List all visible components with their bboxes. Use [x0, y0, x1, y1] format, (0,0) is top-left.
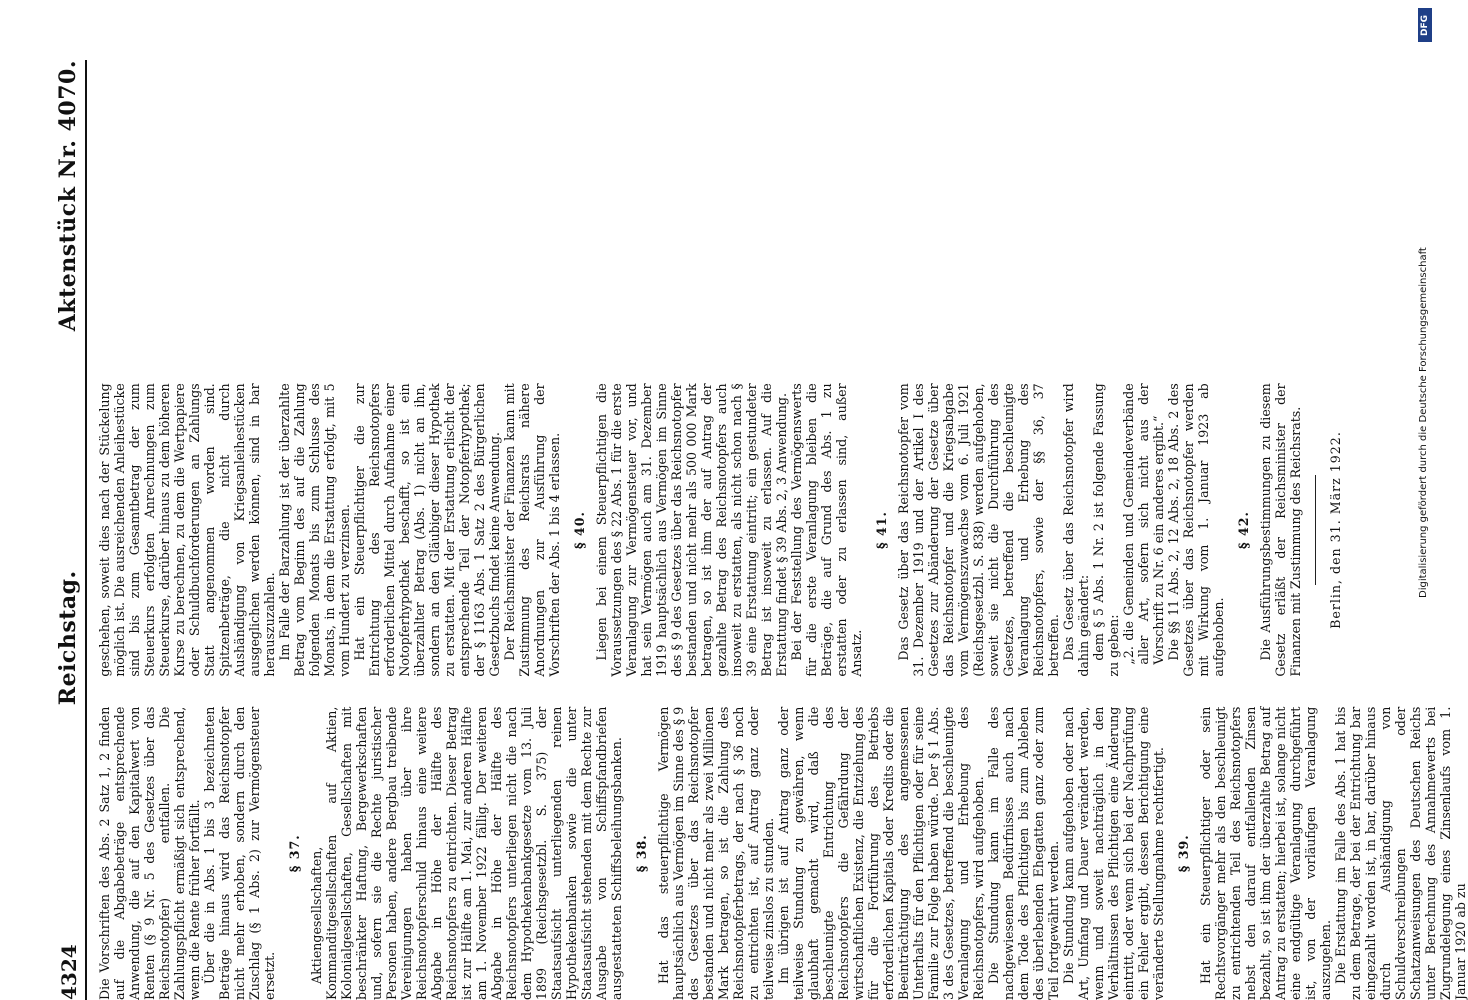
paragraph: Liegen bei einem Steuerpflichtigen die Voraussetzungen des § 22 Abs. 1 für die erste Veranlagung zur Vermögensteuer vor, und hat sein Vermögen auch am 31. Dezember 1919 hauptsächlich aus Vermögen im Sinne des § 9 des Gesetzes über das Reichsnotopfer bestanden und nicht mehr als 500 000 Mark betragen, so ist ihm der auf Antrag der gezahlte Betrag des Reichsnotopfers auch insoweit zu erstatten, als nicht schon nach § 39 eine Erstattung eintritt; ein gestundeter Betrag ist insoweit zu erlassen. Auf die Erstattung findet § 39 Abs. 2, 3 Anwendung. [594, 383, 789, 677]
digitization-notice [1418, 8, 1434, 608]
header-rule [85, 60, 87, 1000]
paragraph: Die §§ 11 Abs. 2, 12 Abs. 2, 18 Abs. 2 des Gesetzes über das Reichsnotopfer werden mit Wirkung vom 1. Januar 1923 ab aufgehoben. [1166, 383, 1226, 677]
paragraph: Hat ein Steuerpflichtiger oder sein Rechtsvorgänger mehr als den beschleunigt zu entrichtenden Teil des Reichsnotopfers nebst den darauf entfallenden Zinsen bezahlt, so ist ihm der überzahlte Betrag auf Antrag zu erstatten; hierbei ist, solange nicht eine endgültige Veranlagung durchgeführt ist, von der vorläufigen Veranlagung auszugehen. [1198, 706, 1333, 1000]
section-heading: § 40. [572, 511, 587, 549]
paragraph: Über die in Abs. 1 bis 3 bezeichneten Beträge hinaus wird das Reichsnotopfer nicht mehr erhoben, sondern durch den Zuschlag (§ 1 Abs. 2) zur Vermögensteuer ersetzt. [202, 706, 277, 1000]
page-header [45, 60, 81, 1000]
section-heading: § 37. [287, 834, 302, 873]
dfg-logo: DFG [1418, 8, 1432, 42]
page-number: 4324 [57, 944, 81, 1000]
paragraph: Der Reichsminister der Finanzen kann mit Zustimmung des Reichsrats nähere Anordnungen zur Ausführung der Vorschriften der Abs. 1 bis 4 erlassen. [502, 383, 562, 677]
place-date-line: Berlin, den 31. März 1922. [1328, 431, 1343, 629]
paragraph: Hat ein Steuerpflichtiger die zur Entrichtung des Reichsnotopfers erforderlichen Mittel durch Aufnahme einer Notopferhypothek beschafft, so ist ein überzahlter Betrag (Abs. 1) nicht an ihn, sondern an den Gläubiger dieser Hypothek zu erstatten. Mit der Erstattung erlischt der entsprechende Teil der Notopferhypothek; der § 1163 Abs. 1 Satz 2 des Bürgerlichen Gesetzbuchs findet keine Anwendung. [352, 383, 502, 677]
section-heading: § 42. [1236, 511, 1251, 549]
paragraph: Die Ausführungsbestimmungen zu diesem Gesetz erläßt der Reichsminister der Finanzen mit Zustimmung des Reichsrats. [1258, 383, 1303, 677]
paragraph: Das Gesetz über das Reichsnotopfer wird dahin geändert: [1061, 383, 1091, 677]
issuer-title: Reichstag. [55, 570, 81, 706]
paragraph: Bei der Feststellung des Vermögenswerts für die erste Veranlagung bleiben die Beträge, die auf Grund des Abs. 1 zu erstatten oder zu erlassen sind, außer Ansatz. [789, 383, 864, 677]
paragraph: dem § 5 Abs. 1 Nr. 2 ist folgende Fassung zu geben: [1091, 383, 1121, 677]
section-heading: § 41. [874, 511, 889, 549]
document-number: Aktenstück Nr. 4070. [55, 60, 81, 332]
section-heading: § 39. [1176, 834, 1191, 873]
quoted-provision: „2. die Gemeinden und Gemeindeverbände aller Art, sofern sich nicht aus der Vorschrift zu Nr. 6 ein anderes ergibt.“ [1121, 383, 1166, 665]
paragraph: Hat das steuerpflichtige Vermögen hauptsächlich aus Vermögen im Sinne des § 9 des Gesetzes über das Reichsnotopfer bestanden und nicht mehr als zwei Millionen Mark betragen, so ist die Zahlung des Reichsnotopferbetrags, der nach § 36 noch zu entrichten ist, auf Antrag ganz oder teilweise zinslos zu stunden. [656, 706, 776, 1000]
paragraph: Die Erstattung im Falle des Abs. 1 hat bis zu dem Betrage, der bei der Entrichtung bar eingezahlt worden ist, in bar, darüber hinaus durch Aushändigung von Schuldverschreibungen oder Schatzanweisungen des Deutschen Reichs unter Berechnung des Annahmewerts bei Zugrundelegung eines Zinsenlaufs vom 1. Januar 1920 ab zu [1333, 706, 1468, 1000]
text-column-1 [97, 707, 1468, 1000]
paragraph: Die Stundung kann aufgehoben oder nach Art, Umfang und Dauer verändert werden, wenn und soweit nachträglich in den Verhältnissen des Pflichtigen eine Änderung eintritt, oder wenn sich bei der Nachprüfung ein Fehler ergibt, dessen Berichtigung eine veränderte Stellungnahme rechtfertigt. [1061, 706, 1166, 1000]
paragraph: Aktiengesellschaften, Kommanditgesellschaften auf Aktien, Kolonialgesellschaften, Gesellschaften mit beschränkter Haftung, Bergewerkschaften und, sofern sie die Rechte juristischer Personen haben, andere Bergbau treibende Vereinigungen haben über ihre Reichsnotopferschuld hinaus eine weitere Abgabe in Höhe der Hälfte des Reichsnotopfers zu entrichten. Dieser Betrag ist zur Hälfte am 1. Mai, zur anderen Hälfte am 1. November 1922 fällig. Der weiteren Abgabe in Höhe der Hälfte des Reichsnotopfers unterliegen nicht die nach dem Hypothekenbankgesetze vom 13. Juli 1899 (Reichsgesetzbl. S. 375) der Staatsaufsicht unterliegenden reinen Hypothekenbanken sowie die unter Staatsaufsicht stehenden mit dem Rechte zur Ausgabe von Schiffspfandbriefen ausgestatteten Schiffsbeleihungsbanken. [309, 706, 624, 1000]
paragraph: Die Stundung kann im Falle des nachgewiesenen Bedürfnisses auch nach dem Tode des Pflichtigen bis zum Ableben des überlebenden Ehegatten ganz oder zum Teil fortgewährt werden. [986, 706, 1061, 1000]
paragraph: Im Falle der Barzahlung ist der überzahlte Betrag vom Beginn des auf die Zahlung folgenden Monats bis zum Schlusse des Monats, in dem die Erstattung erfolgt, mit 5 vom Hundert zu verzinsen. [277, 383, 352, 677]
text-columns [97, 60, 1468, 1000]
section-heading: § 38. [634, 834, 649, 873]
separator-rule [1315, 475, 1316, 585]
paragraph: Das Gesetz über das Reichsnotopfer vom 31. Dezember 1919 und der Artikel I des Gesetzes zur Abänderung der Gesetze über das Reichsnotopfer und die Kriegsabgabe vom Vermögenszuwachse vom 6. Juli 1921 (Reichsgesetzbl. S. 838) werden aufgehoben, soweit sie nicht die Durchführung des Gesetzes, betreffend die beschleunigte Veranlagung und Erhebung des Reichsnotopfers, sowie der §§ 36, 37 betreffen. [896, 383, 1061, 677]
paragraph: Die Vorschriften des Abs. 2 Satz 1, 2 finden auf die Abgabebeträge entsprechende Anwendung, die auf den Kapitalwert von Renten (§ 9 Nr. 5 des Gesetzes über das Reichsnotopfer) entfallen. Die Zahlungspflicht ermäßigt sich entsprechend, wenn die Rente früher fortfällt. [97, 706, 202, 1000]
paragraph: Im übrigen ist auf Antrag ganz oder teilweise Stundung zu gewähren, wenn glaubhaft gemacht wird, daß die beschleunigte Entrichtung des Reichsnotopfers die Gefährdung der wirtschaftlichen Existenz, die Entziehung des für die Fortführung des Betriebs erforderlichen Kapitals oder Kredits oder die Beeinträchtigung des angemessenen Unterhalts für den Pflichtigen oder für seine Familie zur Folge haben würde. Der § 1 Abs. 3 des Gesetzes, betreffend die beschleunigte Veranlagung und Erhebung des Reichsnotopfers, wird aufgehoben. [776, 706, 986, 1000]
text-column-2 [97, 383, 1468, 676]
text-column-3 [97, 60, 1468, 353]
paragraph: geschehen, soweit dies nach der Stückelung möglich ist. Die ausreichenden Anleihestücke sind bis zum Gesamtbetrag der zum Steuerkurs erfolgten Anrechnungen zum Steuerkurse, darüber hinaus zu dem höheren Kurse zu berechnen, zu dem die Wertpapiere oder Schuldbuchforderungen an Zahlungs Statt angenommen worden sind. Spitzenbeträge, die nicht durch Aushändigung von Kriegsanleihestücken ausgeglichen werden können, sind in bar herauszuzahlen. [97, 383, 277, 677]
digitization-notice-text: Digitalisierung gefördert durch die Deutsche Forschungsgemeinschaft [1418, 247, 1429, 598]
